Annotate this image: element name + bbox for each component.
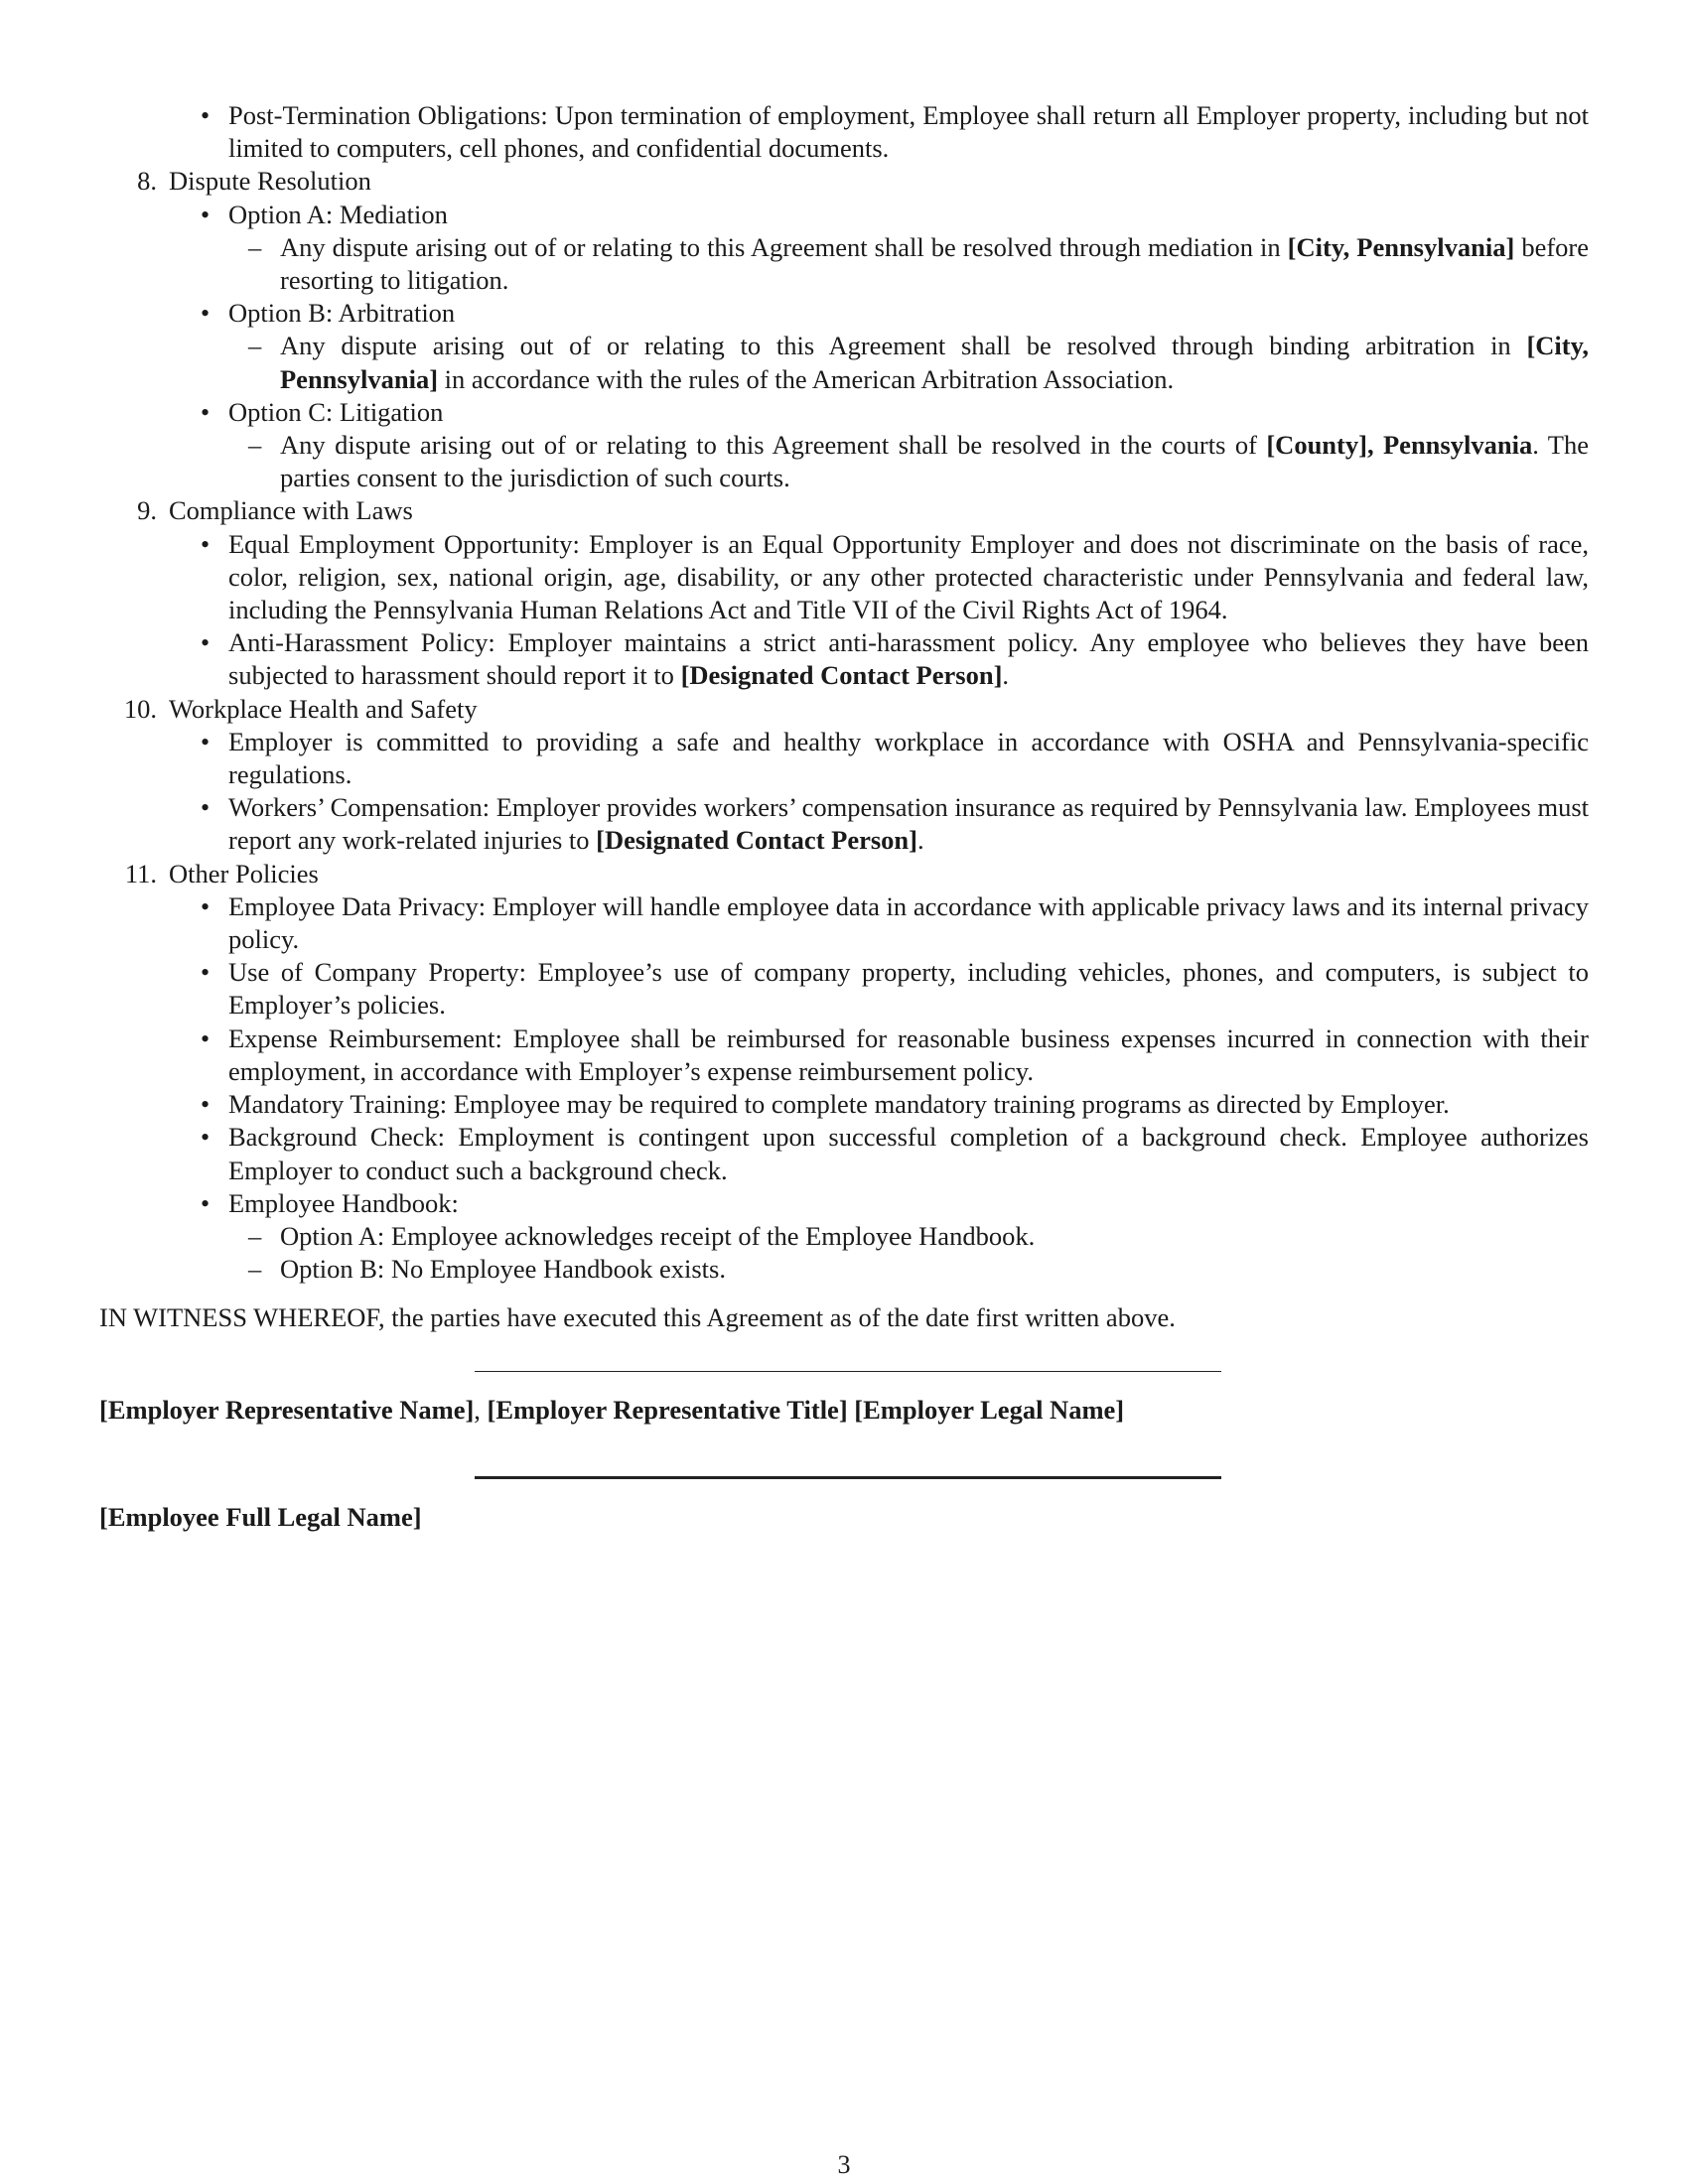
bullet-post-termination: • Post-Termination Obligations: Upon termination of employment, Employee shall return all Employer property, including but not limited to computers, cell phones, and confidential documents. (201, 100, 1589, 164)
bullet-company-property: • Use of Company Property: Employee’s use of company property, including vehicles, phones, and computers, is subject to Employer’s policies. (201, 957, 1589, 1021)
bullet-marker: • (201, 958, 211, 988)
bullet-option-a-mediation: • Option A: Mediation (99, 199, 1589, 231)
bullet-option-b-arbitration: • Option B: Arbitration (99, 297, 1589, 330)
dash-marker: – (248, 231, 262, 262)
employer-rep-title: [Employer Representative Title] (487, 1394, 848, 1425)
bullet-marker: • (201, 628, 211, 658)
section-10-heading: 10. Workplace Health and Safety (99, 693, 1589, 726)
bullet-marker: • (201, 101, 211, 130)
bullet-marker: • (201, 727, 211, 756)
employer-signature-line (475, 1371, 1221, 1372)
bullet-anti-harassment: • Anti-Harassment Policy: Employer maintains a strict anti-harassment policy. Any employee who believes they have been subjected to harassment should report it to [Designated Contact Person]. (201, 627, 1589, 691)
subitem-litigation-clause: – Any dispute arising out of or relating to this Agreement shall be resolved in the courts of [County], Pennsylvania. The parties consent to the jurisdiction of such courts. (248, 430, 1589, 493)
bullet-marker: • (201, 793, 211, 823)
bullet-marker: • (201, 397, 211, 427)
subitem-mediation-clause: – Any dispute arising out of or relating to this Agreement shall be resolved through mediation in [City, Pennsylvania] before resorting to litigation. (248, 231, 1589, 296)
placeholder-contact-person: [Designated Contact Person] (596, 825, 917, 856)
section-number: 10. (123, 693, 157, 724)
employer-legal-name: [Employer Legal Name] (854, 1394, 1125, 1425)
bullet-equal-employment: • Equal Employment Opportunity: Employer is an Equal Opportunity Employer and does not discriminate on the basis of race, color, religion, sex, national origin, age, disability, or any other protected characteristic under Pennsylvania and federal law, including the Pennsylvania Human Relations Act and Title VII of the Civil Rights Act of 1964. (201, 528, 1589, 625)
bullet-marker: • (201, 529, 211, 559)
employee-name: [Employee Full Legal Name] (99, 1501, 422, 1532)
placeholder-county: [County], Pennsylvania (1266, 430, 1533, 461)
bullet-workers-compensation: • Workers’ Compensation: Employer provides workers’ compensation insurance as required by Pennsylvania law. Employees must report any work-related injuries to [Designated Contact Person]. (201, 792, 1589, 856)
subitem-handbook-option-a: – Option A: Employee acknowledges receipt of the Employee Handbook. (99, 1220, 1589, 1253)
employee-signature-line (475, 1476, 1221, 1479)
subitem-handbook-option-b: – Option B: No Employee Handbook exists. (99, 1253, 1589, 1286)
bullet-marker: • (201, 299, 211, 329)
employer-signature-block: [Employer Representative Name], [Employer Representative Title] [Employer Legal Name] (99, 1394, 1125, 1425)
bullet-option-c-litigation: • Option C: Litigation (99, 396, 1589, 429)
placeholder-city: [City, Pennsylvania] (280, 331, 1589, 394)
witness-clause: IN WITNESS WHEREOF, the parties have executed this Agreement as of the date first written above. (99, 1302, 1176, 1333)
bullet-mandatory-training: • Mandatory Training: Employee may be required to complete mandatory training programs as directed by Employer. (99, 1088, 1589, 1121)
placeholder-city: [City, Pennsylvania] (1287, 231, 1515, 262)
subitem-arbitration-clause: – Any dispute arising out of or relating to this Agreement shall be resolved through binding arbitration in [City, Pennsylvania] in accordance with the rules of the American Arbitration Association. (248, 331, 1589, 394)
section-11-heading: 11. Other Policies (99, 858, 1589, 890)
section-8-heading: 8. Dispute Resolution (99, 165, 1589, 198)
bullet-marker: • (201, 1123, 211, 1153)
bullet-marker: • (201, 200, 211, 229)
dash-marker: – (248, 430, 262, 461)
bullet-employee-handbook: • Employee Handbook: (99, 1187, 1589, 1220)
employer-rep-name: [Employer Representative Name] (99, 1394, 475, 1425)
section-number: 11. (124, 858, 157, 888)
section-number: 9. (137, 495, 157, 526)
placeholder-contact-person: [Designated Contact Person] (680, 660, 1003, 691)
bullet-marker: • (201, 1024, 211, 1053)
section-number: 8. (137, 166, 157, 197)
page-number: 3 (837, 2150, 851, 2179)
bullet-expense-reimbursement: • Expense Reimbursement: Employee shall be reimbursed for reasonable business expenses incurred in connection with their employment, in accordance with Employer’s expense reimbursement policy. (201, 1023, 1589, 1086)
bullet-data-privacy: • Employee Data Privacy: Employer will handle employee data in accordance with applicable privacy laws and its internal privacy policy. (201, 890, 1589, 955)
bullet-marker: • (201, 891, 211, 921)
bullet-marker: • (201, 1188, 211, 1218)
section-9-heading: 9. Compliance with Laws (99, 494, 1589, 527)
dash-marker: – (248, 331, 262, 361)
dash-marker: – (248, 1220, 262, 1251)
document-body (99, 99, 1589, 1534)
bullet-safe-workplace: • Employer is committed to providing a safe and healthy workplace in accordance with OSHA and Pennsylvania-specific regulations. (201, 726, 1589, 790)
bullet-background-check: • Background Check: Employment is contingent upon successful completion of a background check. Employee authorizes Employer to conduct such a background check. (201, 1122, 1589, 1185)
dash-marker: – (248, 1254, 262, 1285)
bullet-marker: • (201, 1090, 211, 1120)
